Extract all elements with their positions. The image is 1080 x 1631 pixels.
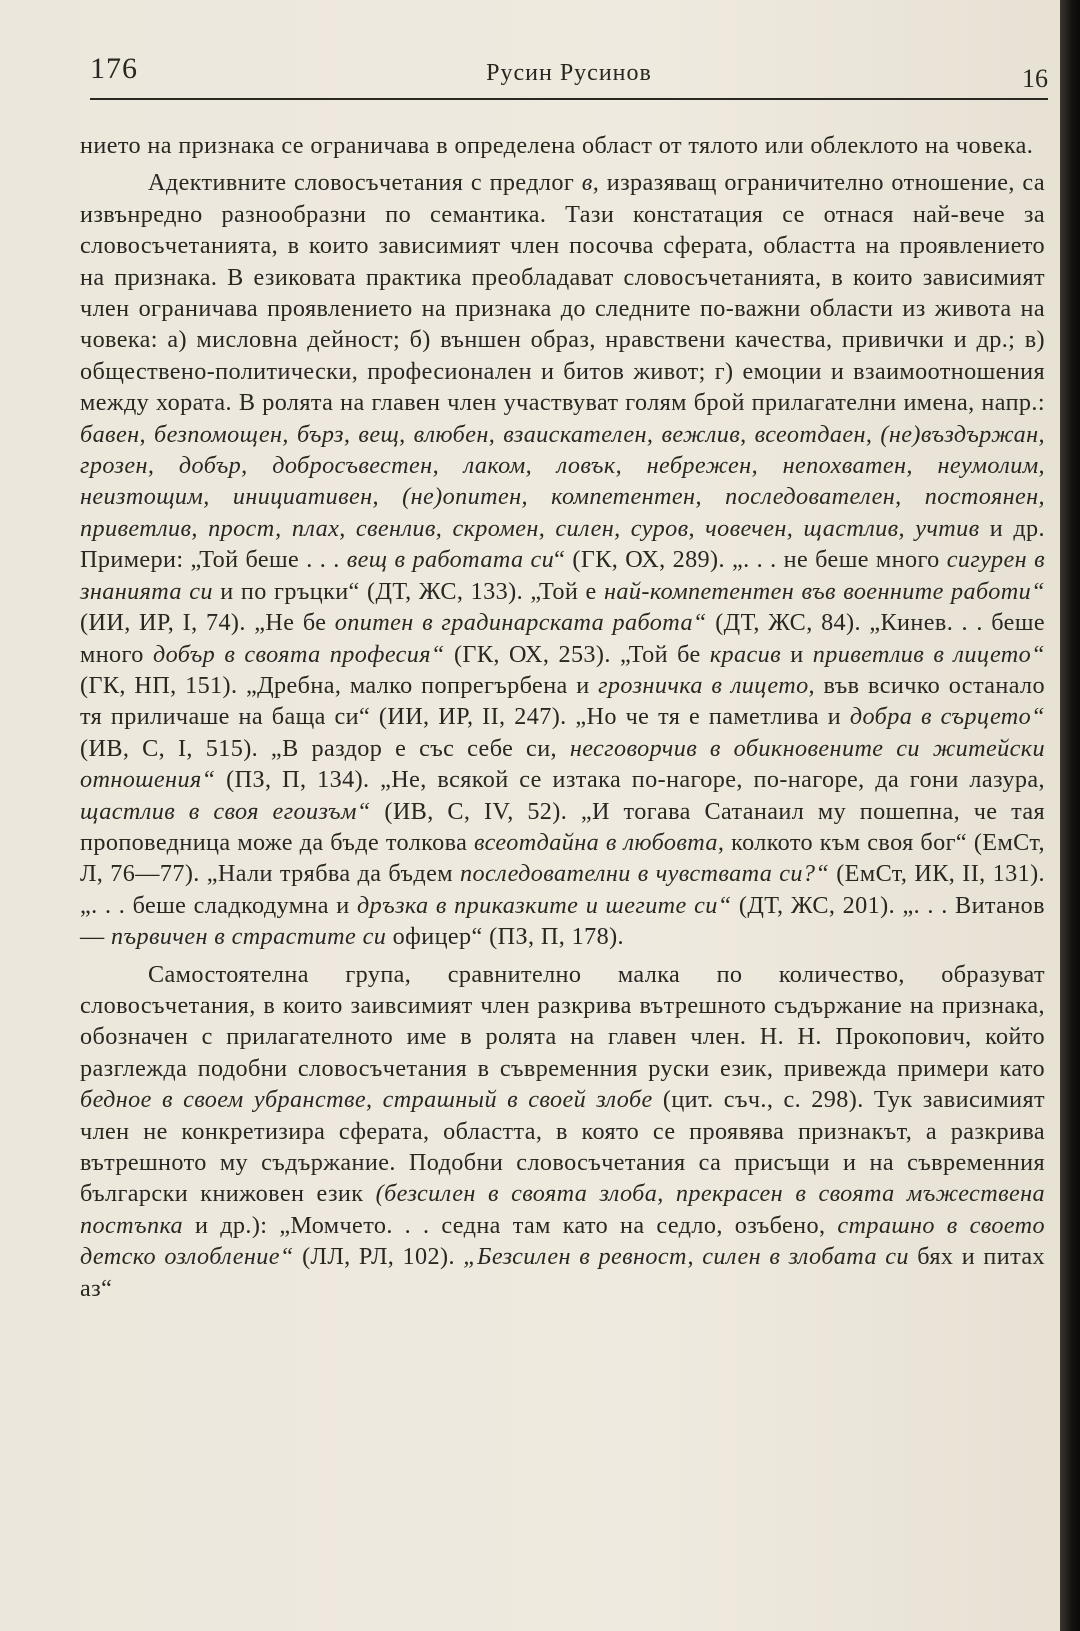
text-run: “ (ГК, ОХ, 289). „. . . не беше много: [554, 546, 947, 574]
signature-mark: 16: [1022, 64, 1048, 93]
text-run: (ЛЛ, РЛ, 102).: [293, 1243, 464, 1271]
italic-example-text: сигурен в знанията си: [80, 546, 1045, 605]
italic-example-text: добър в своята професия“: [152, 640, 445, 668]
page-header: [90, 52, 1048, 100]
italic-example-text: грозничка в лицето,: [598, 671, 816, 699]
paragraph: [80, 959, 1045, 1304]
italic-example-text: (безсилен в своята злоба, прекрасен в своята мъжествена постъпка: [80, 1180, 1045, 1239]
text-run: (ИИ, ИР, I, 74). „Не бе: [80, 609, 335, 637]
italic-example-text: опитен в градинарската работа“: [334, 609, 707, 637]
text-run: (цит. съч., с. 298). Тук зависимият член не конкретизира сферата, областта, в която се проявява признакът, а разкрива вътрешното му съдържание. Подобни словосъчетания са присъщи и на съвременния български книжовен език: [80, 1086, 1045, 1208]
italic-example-text: приветлив в лицето“: [812, 640, 1045, 668]
italic-example-text: последователни в чувствата си?“: [459, 860, 830, 888]
text-run: нието на признака се ограничава в определена област от тялото или облеклото на човека.: [80, 132, 1034, 159]
text-run: (ИВ, С, I, 515). „В раздор е със себе си,: [80, 734, 570, 762]
text-run: (ДТ, ЖС, 84). „Кинев. . . беше много: [80, 609, 1045, 668]
italic-example-text: най-компетентен във военните работи“: [604, 577, 1045, 605]
text-run: изразяващ ограничително отношение, са извънредно разнообразни по семантика. Тази констатация се отнася най-вече за словосъчетанията, в които зависимият член посочва сферата, областта на проявлението на признака. В езиковата практика преобладават словосъчетанията, в които зависимият член ограничава проявлението на признака до следните по-важни области из живота на човека: а) мисловна дейност; б) външен образ, нравствени качества, привички и др.; в) обществено-политически, професионален и битов живот; г) емоции и взаимоотношения между хората. В ролята на главен член участвуват голям брой прилагателни имена, напр.:: [80, 169, 1045, 417]
italic-example-text: бавен, безпомощен, бърз, вещ, влюбен, взаискателен, вежлив, всеотдаен, (не)въздържан, грозен, добър, добросъвестен, лаком, ловък, небрежен, непохватен, неумолим, неизтощим, инициативен, (не)опитен, компетентен, последователен, постоянен, приветлив, прост, плах, свенлив, скромен, силен, суров, човечен, щастлив, учтив: [80, 420, 1045, 542]
text-run: Самостоятелна група, сравнително малка по количество, образуват словосъчетания, в които заивсимият член разкрива вътрешното съдържание на признака, обозначен с прилагателното име в ролята на главен член. Н. Н. Прокопович, който разглежда подобни словосъчетания в съвременния руски език, привежда примери като: [80, 960, 1045, 1082]
italic-example-text: вещ в работата си: [346, 546, 555, 574]
paragraph: [80, 130, 1045, 161]
italic-example-text: добра в сърцето“: [849, 703, 1046, 731]
text-run: (ГК, ОХ, 253). „Той бе: [444, 640, 710, 668]
italic-example-text: „Безсилен в ревност, силен в злобата си: [463, 1243, 909, 1271]
text-run: и др.): „Момчето. . . седна там като на седло, озъбено,: [183, 1211, 838, 1239]
text-run: бях и питах аз“: [80, 1243, 1046, 1302]
text-run: колкото към своя бог“ (ЕмСт, Л, 76—77). „Нали трябва да бъдем: [80, 828, 1045, 888]
page-edge-shadow: [1060, 0, 1080, 1631]
running-head: Русин Русинов: [486, 60, 652, 86]
text-run: (ГК, НП, 151). „Дребна, малко попрегърбена и: [80, 671, 599, 699]
body-text: [80, 130, 1045, 1304]
paragraph: [80, 167, 1045, 952]
italic-example-text: бедное в своем убранстве, страшный в своей злобе: [80, 1086, 653, 1114]
italic-example-text: дръзка в приказките и шегите си“: [357, 891, 732, 919]
italic-example-text: в,: [581, 169, 600, 197]
text-run: (ДТ, ЖС, 201). „. . . Витанов —: [80, 891, 1045, 951]
italic-example-text: красив: [709, 640, 782, 668]
text-run: (ПЗ, П, 134). „Не, всякой се изтака по-нагоре, по-нагоре, да гони лазура,: [215, 766, 1045, 794]
page-number: 176: [90, 52, 138, 85]
header-rule: [90, 98, 1048, 100]
text-run: и по гръцки“ (ДТ, ЖС, 133). „Той е: [212, 577, 605, 605]
text-run: Адективните словосъчетания с предлог: [148, 169, 582, 197]
text-run: във всичко останало тя приличаше на баща си“ (ИИ, ИР, II, 247). „Но че тя е паметлива и: [80, 671, 1045, 731]
italic-example-text: първичен в страстите си: [111, 923, 387, 951]
text-run: офицер“ (ПЗ, П, 178).: [386, 923, 625, 951]
italic-example-text: всеотдайна в любовта,: [474, 828, 725, 856]
italic-example-text: страшно в своето детско озлобление“: [80, 1211, 1045, 1271]
text-run: (ЕмСт, ИК, II, 131). „. . . беше сладкодумна и: [80, 860, 1045, 919]
text-run: и: [781, 640, 813, 668]
italic-example-text: щастлив в своя егоизъм“: [80, 797, 371, 825]
italic-example-text: несговорчив в обикновените си житейски отношения“: [80, 734, 1045, 794]
text-run: (ИВ, С, IV, 52). „И тогава Сатанаил му пошепна, че тая проповедница може да бъде толкова: [80, 797, 1046, 856]
text-run: и др. Примери: „Той беше . . .: [80, 514, 1045, 574]
